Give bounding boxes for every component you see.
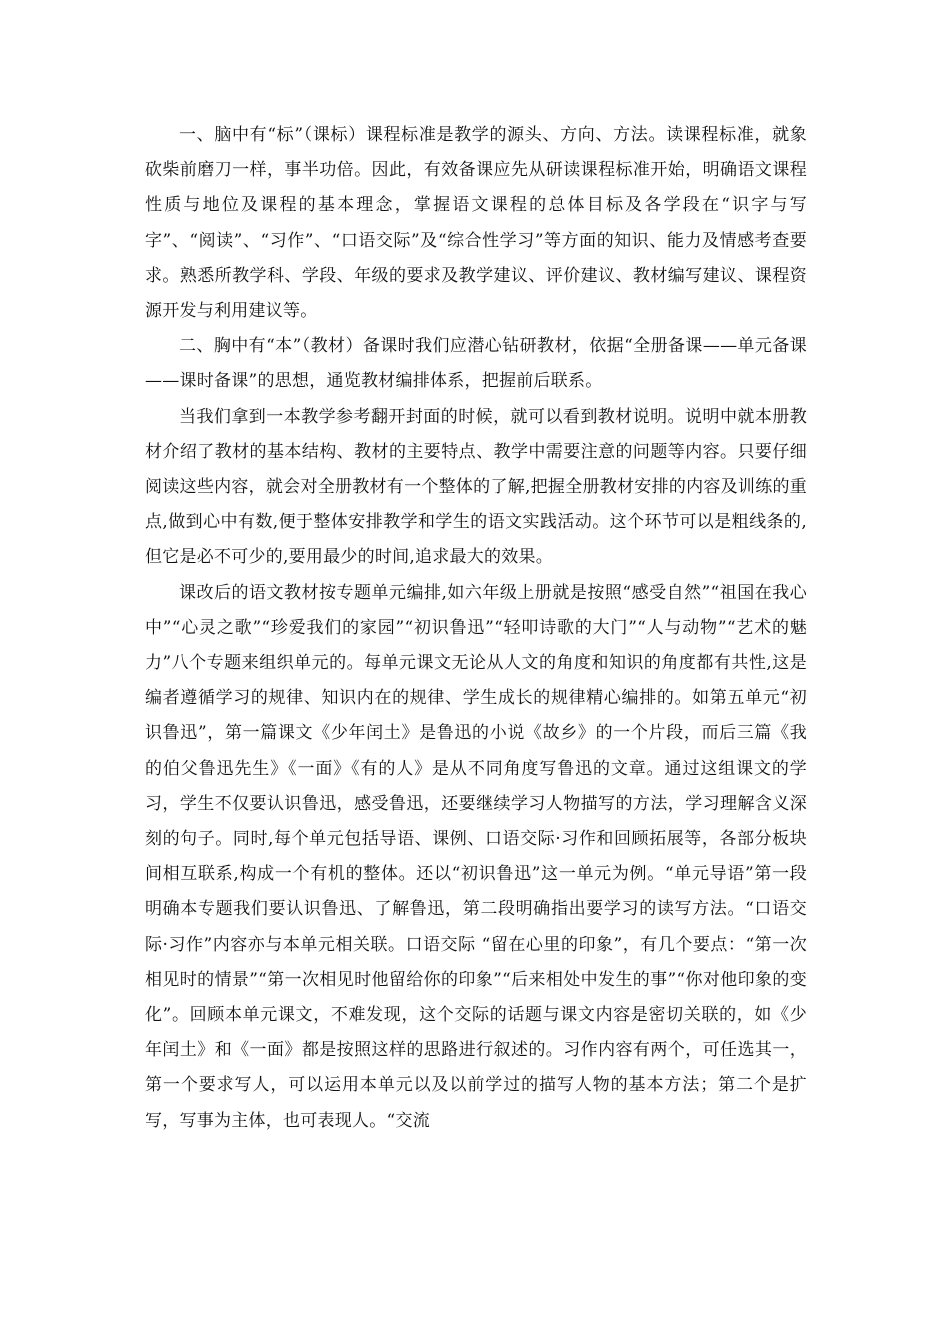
document-body: [145, 118, 807, 1139]
paragraph-thematic-units: 课改后的语文教材按专题单元编排,如六年级上册就是按照“感受自然”“祖国在我心中”“心灵之歌”“珍爱我们的家园”“初识鲁迅”“轻叩诗歌的大门”“人与动物”“艺术的魅力”八个专题来组织单元的。每单元课文无论从人文的角度和知识的角度都有共性,这是编者遵循学习的规律、知识内在的规律、学生成长的规律精心编排的。如第五单元“初识鲁迅”，第一篇课文《少年闰土》是鲁迅的小说《故乡》的一个片段，而后三篇《我的伯父鲁迅先生》《一面》《有的人》是从不同角度写鲁迅的文章。通过这组课文的学习，学生不仅要认识鲁迅，感受鲁迅，还要继续学习人物描写的方法，学习理解含义深刻的句子。同时,每个单元包括导语、课例、口语交际·习作和回顾拓展等，各部分板块间相互联系,构成一个有机的整体。还以“初识鲁迅”这一单元为例。“单元导语”第一段明确本专题我们要认识鲁迅、了解鲁迅，第二段明确指出要学习的读写方法。“口语交际·习作”内容亦与本单元相关联。口语交际 “留在心里的印象”，有几个要点：“第一次相见时的情景”“第一次相见时他留给你的印象”“后来相处中发生的事”“你对他印象的变化”。回顾本单元课文，不难发现，这个交际的话题与课文内容是密切关联的，如《少年闰土》和《一面》都是按照这样的思路进行叙述的。习作内容有两个，可任选其一，第一个要求写人，可以运用本单元以及以前学过的描写人物的基本方法；第二个是扩写，写事为主体，也可表现人。“交流: [145, 582, 807, 1131]
paragraph-curriculum-standard: 一、脑中有“标”（课标）课程标准是教学的源头、方向、方法。读课程标准，就象砍柴前磨刀一样，事半功倍。因此，有效备课应先从研读课程标准开始，明确语文课程性质与地位及课程的基本理念，掌握语文课程的总体目标及各学段在“识字与写字”、“阅读”、“习作”、“口语交际”及“综合性学习”等方面的知识、能力及情感考查要求。熟悉所教学科、学段、年级的要求及教学建议、评价建议、教材编写建议、课程资源开发与利用建议等。: [145, 125, 807, 322]
paragraph-textbook: 二、胸中有“本”（教材）备课时我们应潜心钻研教材，依据“全册备课——单元备课——课时备课”的思想，通览教材编排体系，把握前后联系。: [145, 336, 807, 392]
paragraph-textbook-description: 当我们拿到一本教学参考翻开封面的时候，就可以看到教材说明。说明中就本册教材介绍了教材的基本结构、教材的主要特点、教学中需要注意的问题等内容。只要仔细阅读这些内容，就会对全册教材有一个整体的了解,把握全册教材安排的内容及训练的重点,做到心中有数,便于整体安排教学和学生的语文实践活动。这个环节可以是粗线条的,但它是必不可少的,要用最少的时间,追求最大的效果。: [145, 406, 807, 568]
